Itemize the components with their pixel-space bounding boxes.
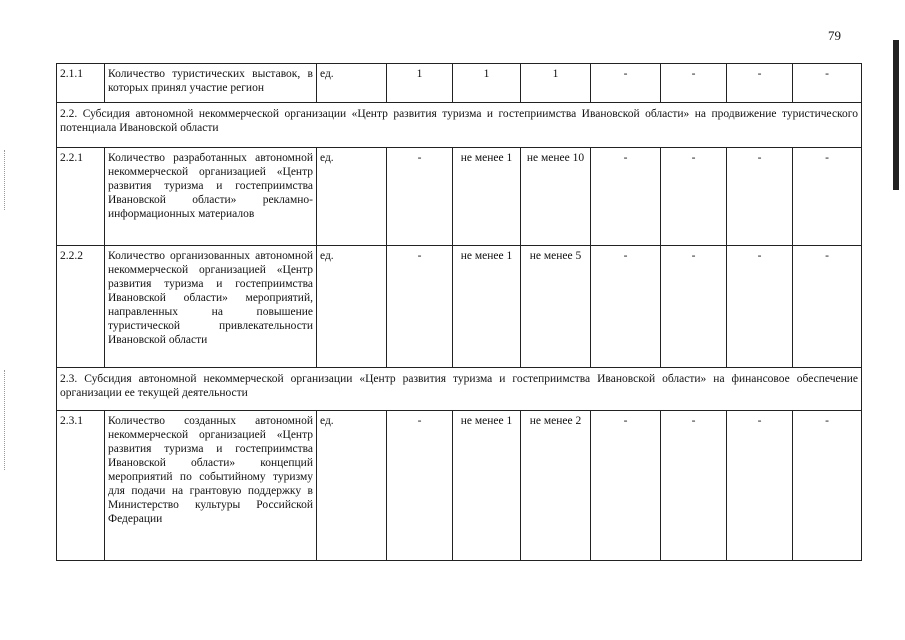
section-title: 2.3. Субсидия автономной некоммерческой организации «Центр развития туризма и гостеприимства Ивановской области» на финансовое обеспечение организации ее текущей деятельности: [57, 368, 862, 411]
indicator-value: -: [727, 246, 793, 368]
indicator-value: -: [591, 64, 661, 103]
indicator-value: не менее 5: [521, 246, 591, 368]
indicator-value: -: [661, 246, 727, 368]
scan-artifact: [4, 370, 7, 470]
section-row: [57, 368, 862, 411]
scan-edge-mark: [893, 40, 899, 190]
indicators-table: [56, 63, 862, 561]
table-row: [57, 64, 862, 103]
unit: ед.: [317, 64, 387, 103]
indicator-value: -: [727, 148, 793, 246]
item-number: 2.3.1: [57, 411, 105, 561]
indicator-value: -: [727, 64, 793, 103]
indicator-value: 1: [387, 64, 453, 103]
indicator-description: Количество созданных автономной некоммерческой организацией «Центр развития туризма и гостеприимства Ивановской области» концепций мероприятий по событийному туризму для подачи на грантовую поддержку в Министерство культуры Российской Федерации: [105, 411, 317, 561]
indicator-value: -: [591, 246, 661, 368]
indicator-value: -: [727, 411, 793, 561]
item-number: 2.1.1: [57, 64, 105, 103]
page-number: 79: [828, 28, 841, 43]
indicator-value: -: [387, 246, 453, 368]
indicator-value: -: [793, 411, 862, 561]
indicator-value: не менее 1: [453, 246, 521, 368]
unit: ед.: [317, 246, 387, 368]
indicator-value: -: [793, 246, 862, 368]
scan-artifact: [4, 150, 7, 210]
table-row: [57, 411, 862, 561]
indicator-value: не менее 1: [453, 148, 521, 246]
indicator-value: 1: [521, 64, 591, 103]
indicator-value: -: [793, 64, 862, 103]
indicator-value: -: [387, 411, 453, 561]
indicator-value: -: [591, 411, 661, 561]
unit: ед.: [317, 411, 387, 561]
section-row: [57, 103, 862, 148]
unit: ед.: [317, 148, 387, 246]
item-number: 2.2.1: [57, 148, 105, 246]
table-row: [57, 148, 862, 246]
item-number: 2.2.2: [57, 246, 105, 368]
indicator-description: Количество разработанных автономной некоммерческой организацией «Центр развития туризма и гостеприимства Ивановской области» рекламно-информационных материалов: [105, 148, 317, 246]
indicator-description: Количество организованных автономной некоммерческой организацией «Центр развития туризма и гостеприимства Ивановской области» мероприятий, направленных на повышение туристической привлекательности Ивановской области: [105, 246, 317, 368]
indicator-value: не менее 10: [521, 148, 591, 246]
indicator-value: -: [661, 148, 727, 246]
table-row: [57, 246, 862, 368]
indicator-value: 1: [453, 64, 521, 103]
indicator-value: -: [793, 148, 862, 246]
section-title: 2.2. Субсидия автономной некоммерческой организации «Центр развития туризма и гостеприимства Ивановской области» на продвижение туристического потенциала Ивановской области: [57, 103, 862, 148]
indicator-value: не менее 1: [453, 411, 521, 561]
indicator-value: -: [591, 148, 661, 246]
indicator-value: не менее 2: [521, 411, 591, 561]
indicator-value: -: [661, 64, 727, 103]
indicator-value: -: [661, 411, 727, 561]
indicator-description: Количество туристических выставок, в которых принял участие регион: [105, 64, 317, 103]
indicator-value: -: [387, 148, 453, 246]
